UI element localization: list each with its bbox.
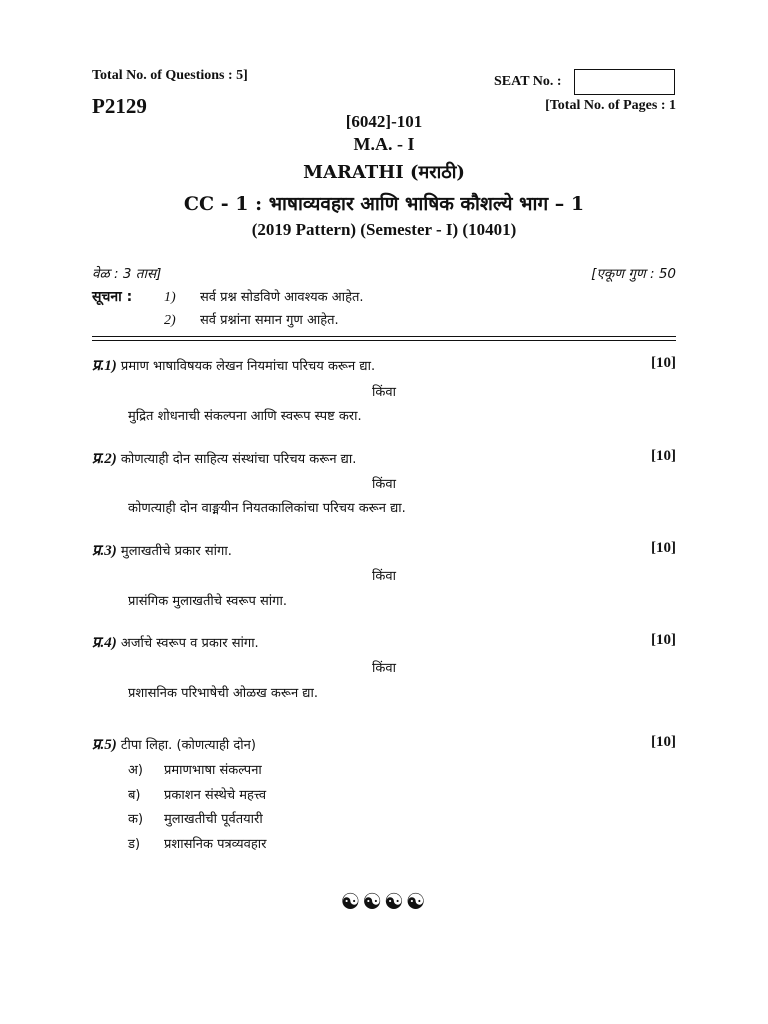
sub-question-text: प्रमाणभाषा संकल्पना (164, 763, 262, 778)
time-allowed: वेळ : 3 तास] (92, 266, 162, 282)
question-text: मुलाखतीचे प्रकार सांगा. (120, 544, 232, 559)
alternative-question: कोणत्याही दोन वाङ्मयीन नियतकालिकांचा परिचय करून द्या. (128, 501, 406, 516)
sub-question-label: क) (128, 812, 144, 827)
sub-question (128, 760, 262, 778)
sub-question (128, 834, 266, 852)
or-separator: किंवा (372, 569, 396, 584)
question-number: प्र.5) (92, 737, 117, 753)
sub-question-label: अ) (128, 763, 144, 778)
question-1 (92, 355, 375, 375)
seat-number-box[interactable] (574, 69, 675, 95)
end-ornament-icon: ☯☯☯☯ (340, 890, 428, 915)
question-marks: [10] (651, 355, 676, 371)
question-text: कोणत्याही दोन साहित्य संस्थांचा परिचय करून द्या. (120, 452, 357, 467)
instruction-number: 1) (164, 290, 176, 305)
question-text: टीपा लिहा. (कोणत्याही दोन) (120, 738, 256, 753)
instruction-item (164, 310, 339, 329)
question-5 (92, 734, 256, 754)
instruction-number: 2) (164, 313, 176, 328)
alternative-question: प्रासंगिक मुलाखतीचे स्वरूप सांगा. (128, 594, 287, 609)
question-marks: [10] (651, 448, 676, 464)
sub-question-text: मुलाखतीची पूर्वतयारी (164, 812, 263, 827)
sub-question-label: ब) (128, 788, 141, 803)
instruction-text: सर्व प्रश्नांना समान गुण आहेत. (200, 313, 339, 328)
exam-code: [6042]-101 (345, 112, 423, 131)
question-marks: [10] (651, 632, 676, 648)
instruction-item (164, 287, 364, 306)
question-number: प्र.4) (92, 635, 117, 651)
total-pages: [Total No. of Pages : 1 (545, 98, 676, 113)
sub-question-label: ड) (128, 837, 141, 852)
alternative-question: मुद्रित शोधनाची संकल्पना आणि स्वरूप स्पष्ट करा. (128, 409, 362, 424)
subject-title: MARATHI (मराठी) (303, 162, 465, 183)
divider-line (92, 336, 676, 337)
sub-question (128, 785, 266, 803)
question-3 (92, 540, 232, 560)
degree-title: M.A. - I (353, 134, 415, 154)
or-separator: किंवा (372, 477, 396, 492)
paper-code: P2129 (92, 94, 147, 118)
question-number: प्र.1) (92, 358, 117, 374)
question-number: प्र.2) (92, 451, 117, 467)
question-marks: [10] (651, 734, 676, 750)
question-marks: [10] (651, 540, 676, 556)
alternative-question: प्रशासनिक परिभाषेची ओळख करून द्या. (128, 686, 318, 701)
sub-question-text: प्रकाशन संस्थेचे महत्त्व (164, 788, 267, 803)
question-text: अर्जाचे स्वरूप व प्रकार सांगा. (120, 636, 259, 651)
instructions-heading: सूचना : (92, 289, 133, 305)
total-questions: Total No. of Questions : 5] (92, 68, 248, 83)
sub-question-text: प्रशासनिक पत्रव्यवहार (164, 837, 267, 852)
question-number: प्र.3) (92, 543, 117, 559)
divider-line (92, 340, 676, 341)
or-separator: किंवा (372, 661, 396, 676)
instruction-text: सर्व प्रश्न सोडविणे आवश्यक आहेत. (200, 290, 364, 305)
course-title: CC - 1 : भाषाव्यवहार आणि भाषिक कौशल्ये भाग – 1 (183, 193, 585, 215)
seat-number-label: SEAT No. : (494, 74, 562, 89)
pattern-line: (2019 Pattern) (Semester - I) (10401) (251, 220, 517, 239)
question-4 (92, 632, 259, 652)
question-2 (92, 448, 356, 468)
sub-question (128, 809, 263, 827)
or-separator: किंवा (372, 385, 396, 400)
total-marks: [एकूण गुण : 50 (591, 266, 676, 282)
question-text: प्रमाण भाषाविषयक लेखन नियमांचा परिचय करून द्या. (120, 359, 376, 374)
